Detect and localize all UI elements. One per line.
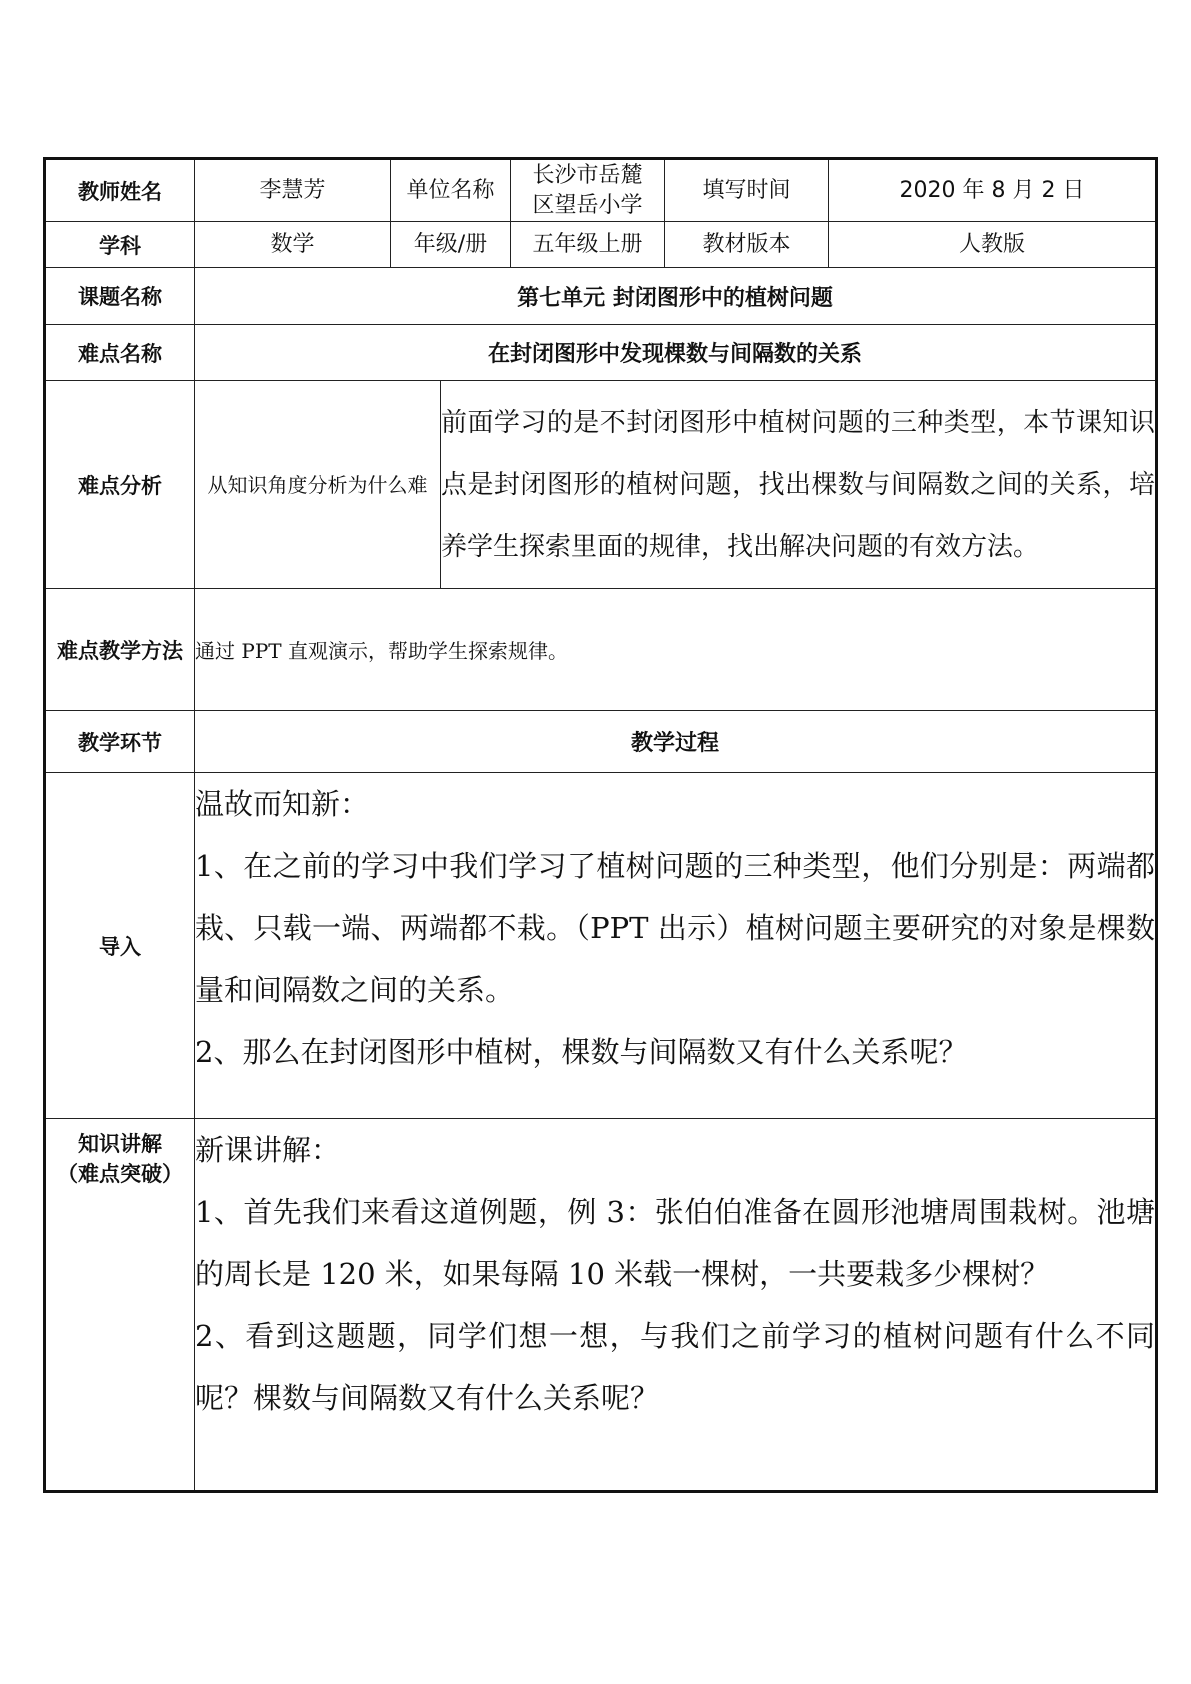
topic-row (45, 268, 1157, 325)
unit-label: 单位名称 (391, 159, 511, 222)
subject-value: 数学 (195, 222, 391, 268)
lecture-line-2: 1、首先我们来看这道例题，例 3：张伯伯准备在圆形池塘周围栽树。池塘的周长是 120 米，如果每隔 10 米载一棵树，一共要栽多少棵树？ (195, 1195, 1156, 1291)
grade-label: 年级/册 (391, 222, 511, 268)
lesson-plan-table (43, 157, 1158, 1493)
unit-value: 长沙市岳麓区望岳小学 (511, 159, 665, 222)
lecture-label: 知识讲解 (78, 1132, 162, 1156)
teacher-label: 教师姓名 (45, 159, 195, 222)
difficulty-label: 难点名称 (45, 325, 195, 381)
topic-label: 课题名称 (45, 268, 195, 325)
intro-content (195, 773, 1157, 1119)
lecture-line-1: 新课讲解： (195, 1133, 341, 1167)
intro-line-1: 温故而知新： (195, 787, 370, 821)
edition-value: 人教版 (829, 222, 1157, 268)
process-value: 教学过程 (195, 711, 1157, 773)
topic-value: 第七单元 封闭图形中的植树问题 (195, 268, 1157, 325)
analysis-label: 难点分析 (45, 381, 195, 589)
process-label: 教学环节 (45, 711, 195, 773)
difficulty-row (45, 325, 1157, 381)
header-row-2 (45, 222, 1157, 268)
analysis-text: 前面学习的是不封闭图形中植树问题的三种类型，本节课知识点是封闭图形的植树问题，找出棵数与间隔数之间的关系，培养学生探索里面的规律，找出解决问题的有效方法。 (441, 381, 1157, 589)
method-label: 难点教学方法 (45, 589, 195, 711)
intro-label: 导入 (45, 773, 195, 1119)
header-row-1 (45, 159, 1157, 222)
intro-line-2: 1、在之前的学习中我们学习了植树问题的三种类型，他们分别是：两端都栽、只载一端、两端都不栽。（PPT 出示）植树问题主要研究的对象是棵数量和间隔数之间的关系。 (195, 849, 1156, 1007)
intro-line-3: 2、那么在封闭图形中植树，棵数与间隔数又有什么关系呢？ (195, 1035, 968, 1069)
lecture-label-sub: （难点突破） (57, 1162, 183, 1186)
date-label: 填写时间 (665, 159, 829, 222)
date-value: 2020 年 8 月 2 日 (829, 159, 1157, 222)
teacher-value: 李慧芳 (195, 159, 391, 222)
intro-row (45, 773, 1157, 1119)
lecture-content (195, 1119, 1157, 1492)
lecture-line-3: 2、看到这题题，同学们想一想，与我们之前学习的植树问题有什么不同呢？棵数与间隔数又有什么关系呢？ (195, 1319, 1156, 1415)
method-row (45, 589, 1157, 711)
process-header-row (45, 711, 1157, 773)
subject-label: 学科 (45, 222, 195, 268)
lecture-row (45, 1119, 1157, 1492)
grade-value: 五年级上册 (511, 222, 665, 268)
edition-label: 教材版本 (665, 222, 829, 268)
analysis-sub-label: 从知识角度分析为什么难 (195, 381, 441, 589)
analysis-row (45, 381, 1157, 589)
lecture-label-cell (45, 1119, 195, 1492)
method-text: 通过 PPT 直观演示，帮助学生探索规律。 (195, 589, 1157, 711)
difficulty-value: 在封闭图形中发现棵数与间隔数的关系 (195, 325, 1157, 381)
